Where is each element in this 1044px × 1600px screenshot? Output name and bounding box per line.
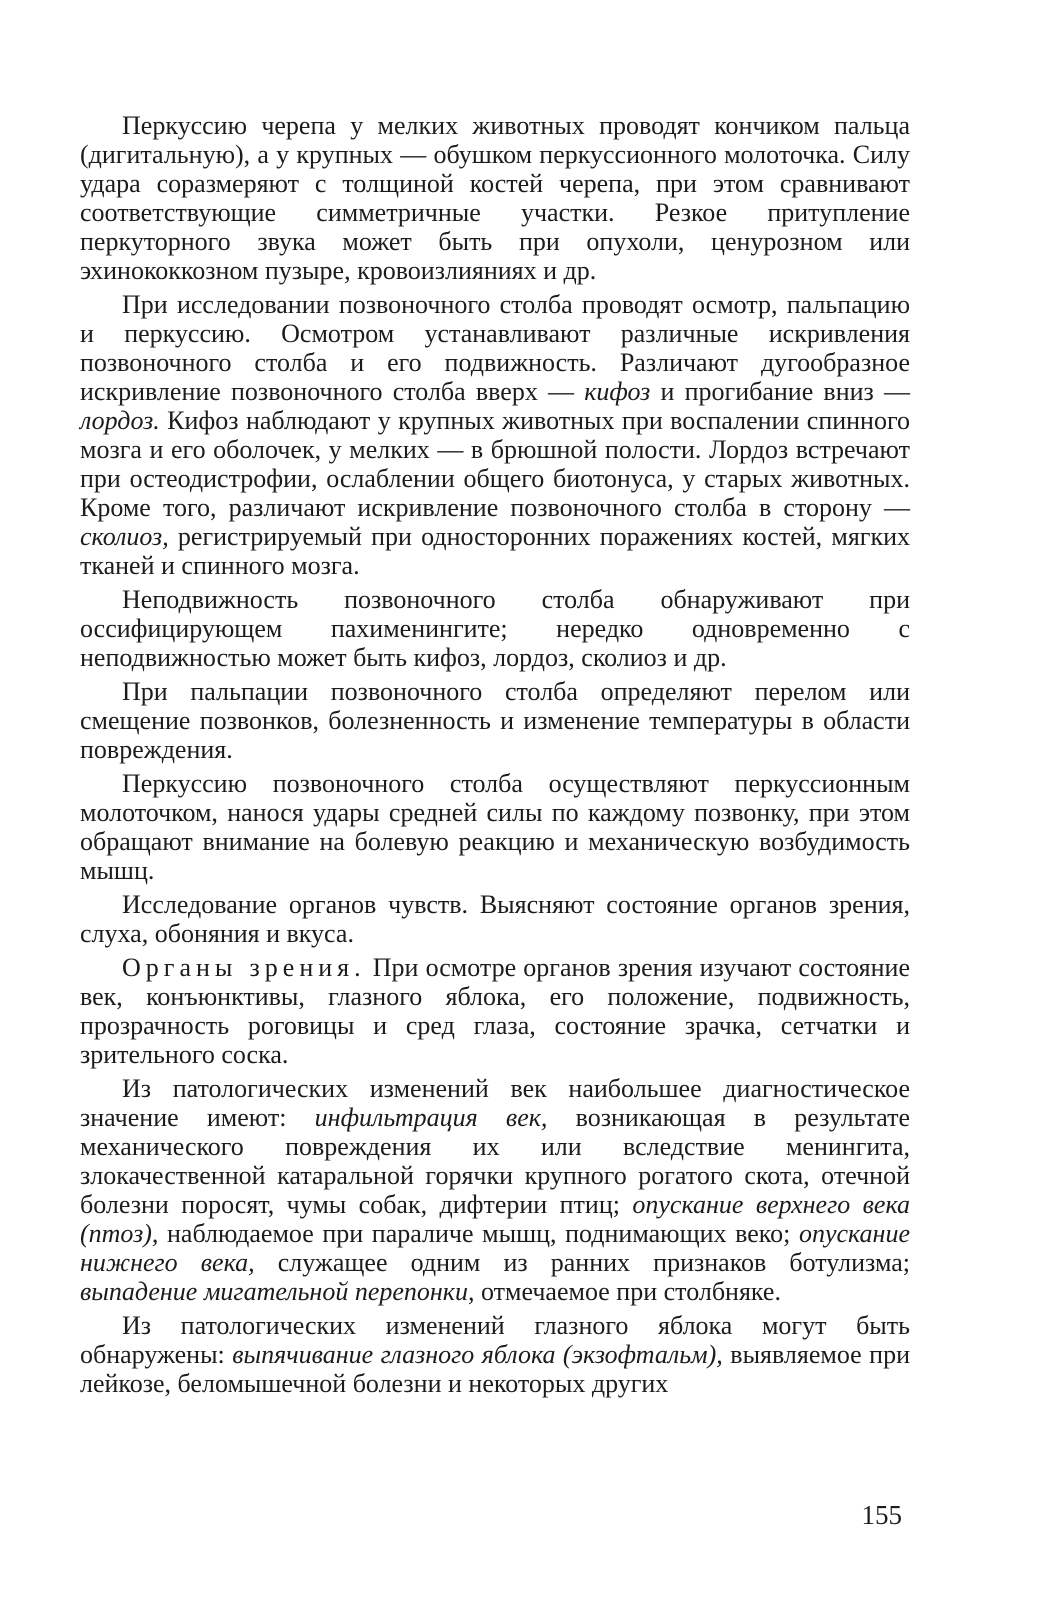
italic-term: выпячивание глазного яблока (экзофтальм),	[232, 1340, 723, 1369]
text-run: Исследование органов чувств. Выясняют состояние органов зрения, слуха, обоняния и вкуса.	[80, 890, 910, 948]
text-run: и прогибание вниз —	[650, 377, 911, 406]
text-run: наблюдаемое при параличе мышц, поднимающих веко;	[158, 1219, 799, 1248]
italic-term: инфильтрация век,	[314, 1103, 548, 1132]
paragraph	[80, 585, 910, 672]
paragraph	[80, 769, 910, 885]
paragraph	[80, 953, 910, 1069]
text-run: возникающая в результате механического повреждения их или вследствие менингита, злокачественной катаральной горячки крупного рогатого скота, отечной болезни поросят, чумы собак, дифтерии птиц;	[80, 1103, 910, 1219]
paragraph	[80, 111, 910, 285]
text-run: Из патологических изменений век наибольшее диагностическое значение имеют:	[80, 1074, 910, 1132]
text-run: Из патологических изменений глазного яблока могут быть обнаружены:	[80, 1311, 910, 1369]
text-run: Перкуссию позвоночного столба осуществляют перкуссионным молоточком, нанося удары средней силы по каждому позвонку, при этом обращают внимание на болевую реакцию и механическую возбудимость мышц.	[80, 769, 910, 885]
paragraph	[80, 1074, 910, 1306]
text-run: При пальпации позвоночного столба определяют перелом или смещение позвонков, болезненность и изменение температуры в области повреждения.	[80, 677, 910, 764]
page-number: 155	[861, 1500, 902, 1530]
italic-term: сколиоз,	[80, 522, 169, 551]
text-run: служащее одним из ранних признаков ботулизма;	[254, 1248, 910, 1277]
paragraph	[80, 290, 910, 580]
text-run: При осмотре органов зрения изучают состояние век, конъюнктивы, глазного яблока, его положение, подвижность, прозрачность роговицы и сред глаза, состояние зрачка, сетчатки и зрительного соска.	[80, 953, 910, 1069]
text-run: При исследовании позвоночного столба проводят осмотр, пальпацию и перкуссию. Осмотром устанавливают различные искривления позвоночного столба и его подвижность. Различают дугообразное искривление позвоночного столба вверх —	[80, 290, 910, 406]
italic-term: кифоз	[584, 377, 651, 406]
italic-term: опускание верхнего века (птоз),	[80, 1190, 910, 1248]
section-heading: Органы зрения.	[122, 953, 366, 982]
text-run: отмечаемое при столбняке.	[474, 1277, 781, 1306]
italic-term: лордоз.	[80, 406, 160, 435]
paragraph	[80, 677, 910, 764]
paragraph	[80, 890, 910, 948]
text-run: выявляемое при лейкозе, беломышечной болезни и некоторых других	[80, 1340, 911, 1398]
paragraph	[80, 1311, 910, 1398]
text-run: Неподвижность позвоночного столба обнаруживают при оссифицирующем пахименингите; нередко одновременно с неподвижностью может быть кифоз, лордоз, сколиоз и др.	[80, 585, 910, 672]
text-run: Кифоз наблюдают у крупных животных при воспалении спинного мозга и его оболочек, у мелких — в брюшной полости. Лордоз встречают при остеодистрофии, ослаблении общего биотонуса, у старых животных. Кроме того, различают искривление позвоночного столба в сторону —	[80, 406, 910, 522]
italic-term: опускание нижнего века,	[80, 1219, 910, 1277]
italic-term: выпадение мигательной перепонки,	[80, 1277, 475, 1306]
text-run: Перкуссию черепа у мелких животных проводят кончиком пальца (дигитальную), а у крупных — обушком перкуссионного молоточка. Силу удара соразмеряют с толщиной костей черепа, при этом сравнивают соответствующие симметричные участки. Резкое притупление перкуторного звука может быть при опухоли, ценурозном или эхинококкозном пузыре, кровоизлияниях и др.	[80, 111, 910, 285]
body-text	[80, 111, 910, 1403]
text-run: регистрируемый при односторонних поражениях костей, мягких тканей и спинного мозга.	[80, 522, 910, 580]
